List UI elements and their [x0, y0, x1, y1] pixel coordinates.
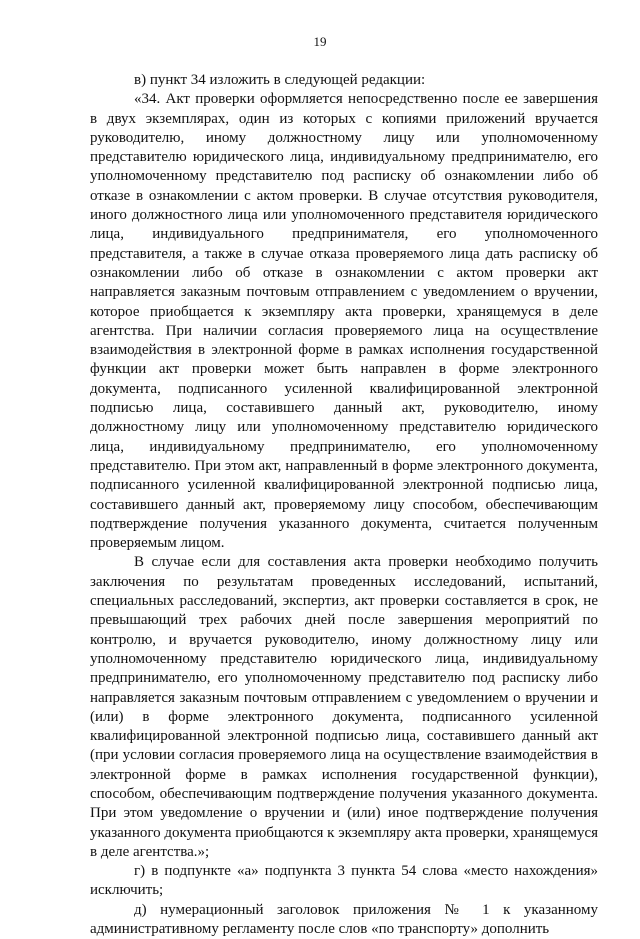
document-body	[90, 71, 598, 939]
paragraph-g: г) в подпункте «а» подпункта 3 пункта 54 слова «место нахождения» исключить;	[90, 863, 598, 899]
paragraph-34: «34. Акт проверки оформляется непосредственно после ее завершения в двух экземплярах, один из которых с копиями приложений вручается руководителю, иному должностному лицу или уполномоченному представителю юридического лица, индивидуальному предпринимателю, его уполномоченному представителю под расписку об ознакомлении либо об отказе в ознакомлении с актом проверки. В случае отсутствия руководителя, иного должностного лица или уполномоченного представителя юридического лица, индивидуального предпринимателя, его уполномоченного представителя, а также в случае отказа проверяемого лица дать расписку об ознакомлении либо об отказе в ознакомлении с актом проверки акт направляется заказным почтовым отправлением с уведомлением о вручении, которое приобщается к экземпляру акта проверки, хранящемуся в деле агентства. При наличии согласия проверяемого лица на осуществление взаимодействия в электронной форме в рамках исполнения государственной функции акт проверки может быть направлен в форме электронного документа, подписанного усиленной квалифицированной электронной подписью лица, составившего данный акт, руководителю, иному должностному лицу или уполномоченному представителю юридического лица, индивидуальному предпринимателю, его уполномоченному представителю. При этом акт, направленный в форме электронного документа, подписанного усиленной квалифицированной электронной подписью лица, составившего данный акт, проверяемому лицу способом, обеспечивающим подтверждение получения указанного документа, считается полученным проверяемым лицом.	[90, 91, 598, 552]
paragraph-conclusions: В случае если для составления акта проверки необходимо получить заключения по результатам проведенных исследований, испытаний, специальных расследований, экспертиз, акт проверки составляется в срок, не превышающий трех рабочих дней после завершения мероприятий по контролю, и вручается руководителю, иному должностному лицу или уполномоченному представителю юридического лица, индивидуальному предпринимателю, его уполномоченному представителю под расписку либо направляется заказным почтовым отправлением с уведомлением о вручении и (или) в форме электронного документа, подписанного усиленной квалифицированной электронной подписью лица, составившего данный акт (при условии согласия проверяемого лица на осуществление взаимодействия в электронной форме в рамках исполнения государственной функции), способом, обеспечивающим подтверждение получения указанного документа. При этом уведомление о вручении и (или) иное подтверждение получения указанного документа приобщаются к экземпляру акта проверки, хранящемуся в деле агентства.»;	[90, 554, 599, 860]
paragraph-d: д) нумерационный заголовок приложения № 1 к указанному административному регламенту после слов «по транспорту» дополнить	[90, 901, 598, 938]
page-number: 19	[313, 34, 327, 49]
paragraph-v: в) пункт 34 изложить в следующей редакции:	[134, 72, 426, 88]
